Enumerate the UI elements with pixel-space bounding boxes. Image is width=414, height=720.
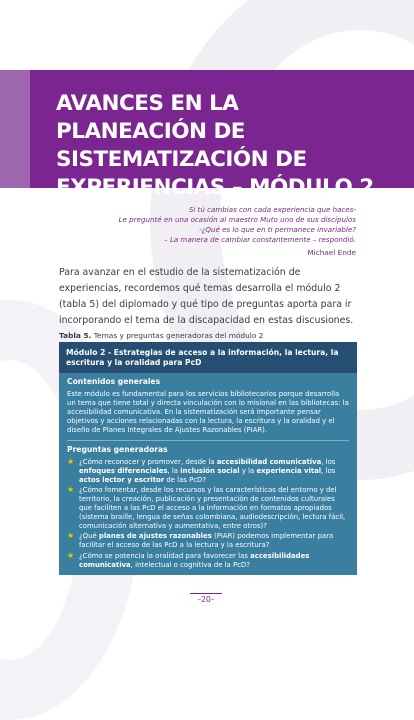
- question-emphasis: accesibilidades comunicativa: [79, 551, 310, 569]
- epigraph-line: – La manera de cambiar constantemente – respondió.: [164, 235, 356, 244]
- question-emphasis: actos lector y escritor: [79, 475, 165, 484]
- question-item: [67, 532, 349, 550]
- contents-text: Este módulo es fundamental para los servicios bibliotecarios porque desarrolla un tema que tiene total y directa vinculación con lo misional en las bibliotecas: la accesibilidad comunicativa. En la sistematización será importante pensar objetivos y acciones relacionadas con la lectura, la escritura y la oralidad y el diseño de Planes Integrales de Ajustes Razonables (PIAR).: [67, 390, 349, 434]
- question-item: [67, 486, 349, 530]
- question-item: [67, 458, 349, 484]
- question-text: , la: [167, 466, 181, 475]
- question-text: ¿Qué: [79, 532, 99, 541]
- contents-title: Contenidos generales: [67, 377, 161, 386]
- question-text: (PIAR) podemos implementar para facilitar el acceso de las PcD a la lectura y la escritura?: [79, 532, 334, 550]
- star-icon: ★: [67, 457, 75, 466]
- question-text: , intelectual o cognitiva de la PcD?: [130, 560, 250, 569]
- epigraph-line: Le pregunté en una ocasión al maestro Muto uno de sus discípulos: [118, 215, 356, 224]
- question-text: ¿Cómo se potencia la oralidad para favorecer las: [79, 551, 251, 560]
- question-emphasis: enfoques diferenciales: [79, 466, 168, 475]
- intro-paragraph: Para avanzar en el estudio de la sistematización de experiencias, recordemos qué temas desarrolla el módulo 2 (tabla 5) del diplomado y qué tipo de preguntas aporta para ir incorporando el tema de la discapacidad en estas discusiones.: [59, 267, 354, 326]
- table-caption: [59, 331, 263, 340]
- contents-section: [59, 373, 357, 570]
- table-header: Módulo 2 - Estrategias de acceso a la información, la lectura, la escritura y la oralidad para PcD: [59, 342, 357, 373]
- question-text: , los: [321, 466, 336, 475]
- questions-list: [67, 458, 349, 570]
- epigraph-author: Michael Ende: [307, 248, 356, 257]
- question-text: ¿Cómo fomentar, desde los recursos y las características del entorno y del territorio, la creación, publicación y presentación de contenidos culturales que faciliten a las PcD el acceso a la información en formatos apropiados (sistema braille, lengua de señas colombiana, audiodescripción, lectura fácil, comunicación alternativa y aumentativa, entre otros)?: [79, 486, 346, 530]
- question-text: y la: [239, 466, 257, 475]
- epigraph-line: Si tú cambias con cada experiencia que haces-: [188, 205, 356, 214]
- page-number: –20–: [197, 595, 215, 604]
- question-emphasis: accesibilidad comunicativa: [216, 458, 322, 466]
- table-caption-text: Temas y preguntas generadoras del módulo 2: [93, 331, 264, 340]
- star-icon: ★: [67, 550, 75, 560]
- epigraph-line: -¿Qué es lo que en ti permanece invariable?: [199, 225, 356, 234]
- modules-table: [59, 342, 357, 575]
- section-divider: [67, 440, 349, 441]
- question-emphasis: planes de ajustes razonables: [98, 532, 212, 541]
- table-caption-label: Tabla 5.: [59, 331, 92, 340]
- questions-title: Preguntas generadoras: [67, 445, 168, 454]
- question-text: ¿Cómo reconocer y promover, desde la: [79, 458, 217, 466]
- question-emphasis: inclusión social: [180, 466, 240, 475]
- question-text: de las PcD?: [164, 475, 206, 484]
- banner-accent-strip: [0, 70, 30, 188]
- star-icon: ★: [67, 531, 75, 541]
- question-emphasis: experiencia vital: [256, 466, 322, 475]
- epigraph: [56, 205, 356, 245]
- page-number-rule: [190, 593, 222, 594]
- question-item: [67, 552, 349, 570]
- question-text: , los: [321, 458, 336, 466]
- page-title: AVANCES EN LA PLANEACIÓN DE SISTEMATIZACIÓN DE EXPERIENCIAS – MÓDULO 2: [56, 91, 374, 200]
- star-icon: ★: [67, 485, 75, 495]
